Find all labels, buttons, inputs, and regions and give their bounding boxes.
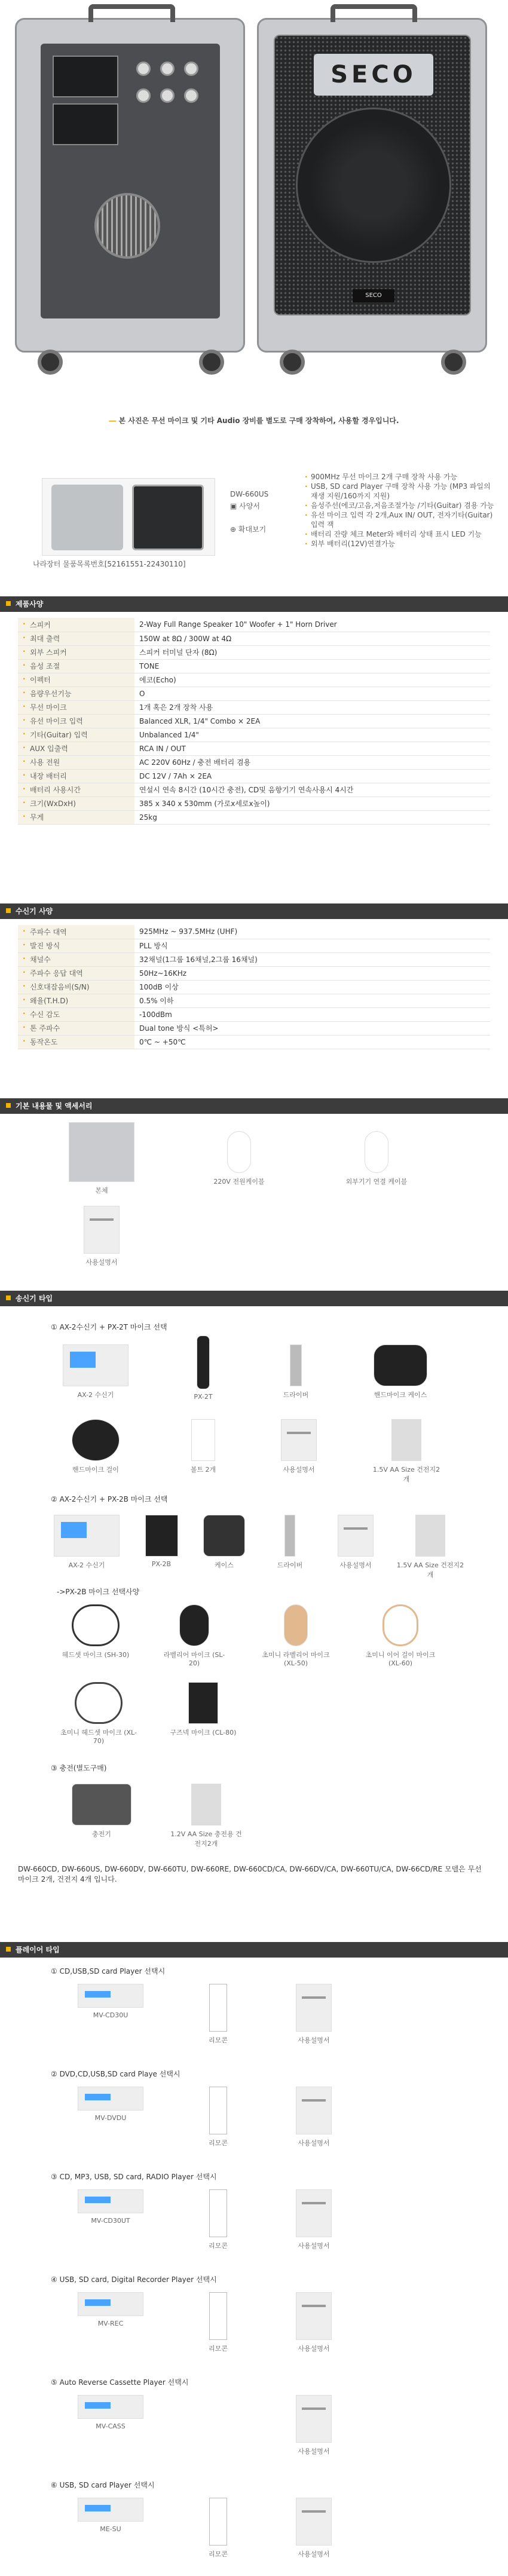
kit-item: PX-2T	[179, 1336, 227, 1401]
wheel-icon	[199, 350, 224, 375]
player-option-title: ① CD,USB,SD card Player 선택시	[51, 1967, 166, 1975]
table-row	[18, 728, 490, 742]
row-label: · 스피커	[18, 618, 134, 632]
table-row	[18, 659, 490, 673]
knob-icon	[184, 88, 198, 103]
thumb-front	[132, 485, 204, 550]
row-label: · 수신 감도	[18, 1007, 134, 1021]
table-row	[18, 1021, 490, 1035]
kit-item: 1.5V AA Size 건전지2개	[371, 1419, 442, 1484]
option-title: ③ 충전(별도구매)	[51, 1764, 107, 1772]
receiver-slot	[53, 103, 118, 145]
feature-item: · USB, SD card Player 구매 장착 사용 가능 (MP3 파일의 재생 지원/160까지 지원)	[305, 482, 496, 501]
row-label: · 음량우선기능	[18, 687, 134, 700]
control-panel	[41, 44, 220, 318]
table-row	[18, 673, 490, 687]
table-row	[18, 687, 490, 700]
mic-option: 헤드셋 마이크 (SH-30)	[60, 1604, 131, 1659]
handle	[88, 4, 175, 22]
table-row	[18, 700, 490, 714]
section-header: 제품사양	[0, 596, 508, 612]
table-row	[18, 755, 490, 769]
option-title: ② AX-2수신기 + PX-2B 마이크 선택	[51, 1495, 168, 1503]
table-row	[18, 980, 490, 994]
row-value: AC 220V 60Hz / 충전 배터리 겸용	[134, 755, 490, 769]
player-section	[0, 1942, 508, 2575]
row-label: · 사용 전원	[18, 755, 134, 769]
knob-icon	[160, 62, 175, 76]
kit-item: AX-2 수신기	[60, 1344, 131, 1399]
knob-icon	[136, 62, 151, 76]
row-value: Unbalanced 1/4"	[134, 728, 490, 742]
speaker-grill	[274, 35, 471, 316]
row-value: 연설시 연속 8시간 (10시간 충전), CD및 음향기기 연속사용시 4시간	[134, 783, 490, 797]
row-value: 1개 혹은 2개 장착 사용	[134, 700, 490, 714]
enlarge-link[interactable]: ⊕ 확대보기	[230, 525, 267, 534]
player-item: 리모콘	[179, 1984, 257, 2045]
row-value: 2-Way Full Range Speaker 10" Woofer + 1" Horn Driver	[134, 618, 490, 632]
player-item: ME-SU	[72, 2498, 149, 2533]
player-item: 사용설명서	[275, 1984, 353, 2045]
kit-item: 드라이버	[263, 1515, 317, 1570]
receiver-section	[0, 903, 508, 1055]
speaker-back-image	[15, 18, 245, 353]
mic-option: 초미니 라벨리어 마이크 (XL-50)	[257, 1604, 335, 1667]
player-option-title: ⑥ USB, SD card Player 선택시	[51, 2481, 155, 2489]
table-row	[18, 632, 490, 645]
kit-item: 핸드마이크 걸이	[60, 1419, 131, 1474]
wheel-icon	[38, 350, 63, 375]
mic-option: 초미니 헤드셋 마이크 (XL-70)	[60, 1682, 137, 1745]
product-catalog-number: 나라장터 물품목록번호[52161551-22430110]	[33, 560, 186, 568]
table-row	[18, 939, 490, 952]
table-row	[18, 1035, 490, 1049]
player-item: 리모콘	[179, 2292, 257, 2353]
row-value: DC 12V / 7Ah × 2EA	[134, 769, 490, 783]
receiver-slot	[53, 56, 118, 97]
basic-item: 사용설명서	[72, 1206, 131, 1267]
brand-logo: SECO	[314, 54, 433, 96]
knob-icon	[136, 88, 151, 103]
row-value: PLL 방식	[134, 939, 490, 952]
row-label: · 외부 스피커	[18, 645, 134, 659]
row-value: TONE	[134, 659, 490, 673]
row-value: 25kg	[134, 810, 490, 824]
row-value: 에코(Echo)	[134, 673, 490, 687]
row-label: · AUX 입출력	[18, 742, 134, 755]
player-item: MV-CD30U	[72, 1984, 149, 2019]
basic-item: 외부기기 연결 케이블	[335, 1131, 418, 1186]
feature-list	[305, 472, 496, 549]
spec-table	[18, 618, 490, 825]
player-item: 리모콘	[179, 2189, 257, 2250]
player-item: 리모콘	[179, 2087, 257, 2148]
row-label: · 동작온도	[18, 1035, 134, 1049]
player-option-title: ⑤ Auto Reverse Cassette Player 선택시	[51, 2378, 189, 2387]
row-label: · 이펙터	[18, 673, 134, 687]
player-option-title: ② DVD,CD,USB,SD card Playe 선택시	[51, 2070, 180, 2078]
model-box	[230, 490, 284, 534]
kit-item: 1.5V AA Size 건전지2개	[394, 1515, 466, 1579]
player-item: 리모콘	[179, 2498, 257, 2559]
basic-section	[0, 1098, 508, 1278]
feature-item: · 유선 마이크 입력 각 2개,Aux IN/ OUT, 전자기타(Guitar)입력 잭	[305, 510, 496, 529]
model-name: DW-660US	[230, 490, 269, 498]
row-label: · 톤 주파수	[18, 1021, 134, 1035]
table-row	[18, 810, 490, 824]
row-label: · 무선 마이크	[18, 700, 134, 714]
row-value: 0℃ ~ +50℃	[134, 1035, 490, 1049]
player-option-title: ③ CD, MP3, USB, SD card, RADIO Player 선택시	[51, 2173, 217, 2181]
row-label: · 주파수 대역	[18, 925, 134, 939]
hero-section	[0, 0, 508, 496]
thumb-back	[51, 485, 123, 550]
mic-option: 라벨리어 마이크 (SL-20)	[158, 1604, 230, 1667]
row-label: · 왜율(T.H.D)	[18, 994, 134, 1007]
row-value: 32채널(1그룹 16채널,2그룹 16채널)	[134, 952, 490, 966]
speaker-front-image	[257, 18, 487, 353]
table-row	[18, 645, 490, 659]
row-label: · 배터리 사용시간	[18, 783, 134, 797]
wheel-icon	[441, 350, 466, 375]
row-label: · 주파수 응답 대역	[18, 966, 134, 980]
player-item: 사용설명서	[275, 2498, 353, 2559]
row-value: 50Hz~16KHz	[134, 966, 490, 980]
kit-item: 사용설명서	[269, 1419, 329, 1474]
fan-icon	[94, 193, 160, 259]
option-title: ① AX-2수신기 + PX-2T 마이크 선택	[51, 1323, 167, 1331]
feature-item: · 900MHz 무선 마이크 2개 구매 장착 사용 가능	[305, 472, 496, 482]
player-item: MV-CASS	[72, 2395, 149, 2430]
row-value: Balanced XLR, 1/4" Combo × 2EA	[134, 714, 490, 728]
receiver-table	[18, 925, 490, 1049]
wireless-section	[0, 1291, 508, 1936]
table-row	[18, 966, 490, 980]
product-thumbnail[interactable]	[42, 478, 215, 556]
table-row	[18, 742, 490, 755]
table-row	[18, 797, 490, 810]
row-value: O	[134, 687, 490, 700]
mic-option: 초미니 이어 걸이 마이크 (XL-60)	[359, 1604, 442, 1667]
charger-item: 충전기	[66, 1784, 137, 1839]
basic-item: 본체	[66, 1122, 137, 1195]
section-header: 플레이어 타입	[0, 1942, 508, 1958]
row-label: · 기타(Guitar) 입력	[18, 728, 134, 742]
feature-item: · 배터리 잔량 체크 Meter와 배터리 상태 표시 LED 기능	[305, 529, 496, 539]
kit-item: PX-2B	[134, 1515, 188, 1568]
row-value: 925MHz ~ 937.5MHz (UHF)	[134, 925, 490, 939]
feature-item: · 외부 배터리(12V)연결가능	[305, 539, 496, 549]
product-summary	[0, 466, 508, 586]
knob-icon	[160, 88, 175, 103]
row-value: 100dB 이상	[134, 980, 490, 994]
player-item: MV-DVDU	[72, 2087, 149, 2122]
charger-item: 1.2V AA Size 충전용 건전지2개	[167, 1784, 245, 1848]
player-option-title: ④ USB, SD card, Digital Recorder Player 선택시	[51, 2275, 217, 2284]
feature-item: · 음성주선(에코/고음,저음조절가능 /기타(Guitar) 겸용 가능	[305, 501, 496, 510]
row-value: RCA IN / OUT	[134, 742, 490, 755]
spec-section	[0, 596, 508, 831]
wireless-note: DW-660CD, DW-660US, DW-660DV, DW-660TU, DW-660RE, DW-660CD/CA, DW-66DV/CA, DW-660TU/CA, DW-66CD/RE 모델은 무선 마이크 2개, 건전지 4개 입니다.	[18, 1865, 482, 1883]
table-row	[18, 714, 490, 728]
table-row	[18, 994, 490, 1007]
handle	[330, 4, 417, 22]
table-row	[18, 769, 490, 783]
row-value: -100dBm	[134, 1007, 490, 1021]
table-row	[18, 618, 490, 632]
kit-item: 케이스	[197, 1515, 251, 1570]
woofer-icon	[296, 108, 451, 263]
row-label: · 채널수	[18, 952, 134, 966]
row-label: · 무게	[18, 810, 134, 824]
row-label: · 내장 배터리	[18, 769, 134, 783]
row-label: · 최대 출력	[18, 632, 134, 645]
row-label: · 음성 조절	[18, 659, 134, 673]
player-item: 사용설명서	[275, 2189, 353, 2250]
mic-option: 구즈넥 마이크 (CL-80)	[167, 1682, 239, 1737]
player-item: 사용설명서	[275, 2292, 353, 2353]
table-row	[18, 925, 490, 939]
row-label: · 크기(WxDxH)	[18, 797, 134, 810]
section-header: 기본 내용물 및 액세서리	[0, 1098, 508, 1114]
kit-item: 볼트 2개	[173, 1419, 233, 1474]
wheel-icon	[280, 350, 305, 375]
spec-sheet-link[interactable]: ▣ 사양서	[230, 502, 260, 510]
row-label: · 유선 마이크 입력	[18, 714, 134, 728]
table-row	[18, 1007, 490, 1021]
knob-icon	[184, 62, 198, 76]
kit-item: AX-2 수신기	[51, 1515, 123, 1570]
row-label: · 신호대잡음비(S/N)	[18, 980, 134, 994]
section-header: 수신기 사양	[0, 903, 508, 919]
row-value: 385 x 340 x 530mm (가로x세로x높이)	[134, 797, 490, 810]
player-item: MV-REC	[72, 2292, 149, 2327]
player-item: MV-CD30UT	[72, 2189, 149, 2225]
player-item: 사용설명서	[275, 2395, 353, 2456]
kit-item: 핸드마이크 케이스	[365, 1344, 436, 1399]
table-row	[18, 783, 490, 797]
hero-caption: ― 본 사진은 무선 마이크 및 기타 Audio 장비를 별도로 구매 장착하여, 사용할 경우입니다.	[109, 416, 399, 425]
model-badge: SECO	[353, 289, 394, 302]
row-value: 스피커 터미널 단자 (8Ω)	[134, 645, 490, 659]
row-value: 0.5% 이하	[134, 994, 490, 1007]
kit-item: 사용설명서	[326, 1515, 385, 1570]
row-label: · 발진 방식	[18, 939, 134, 952]
row-value: 150W at 8Ω / 300W at 4Ω	[134, 632, 490, 645]
table-row	[18, 952, 490, 966]
option-title: ->PX-2B 마이크 선택사양	[57, 1588, 140, 1596]
kit-item: 드라이버	[269, 1344, 323, 1399]
section-header: 송신기 타입	[0, 1291, 508, 1306]
player-item: 사용설명서	[275, 2087, 353, 2148]
row-value: Dual tone 방식 <특허>	[134, 1021, 490, 1035]
basic-item: 220V 전원케이블	[203, 1131, 275, 1186]
